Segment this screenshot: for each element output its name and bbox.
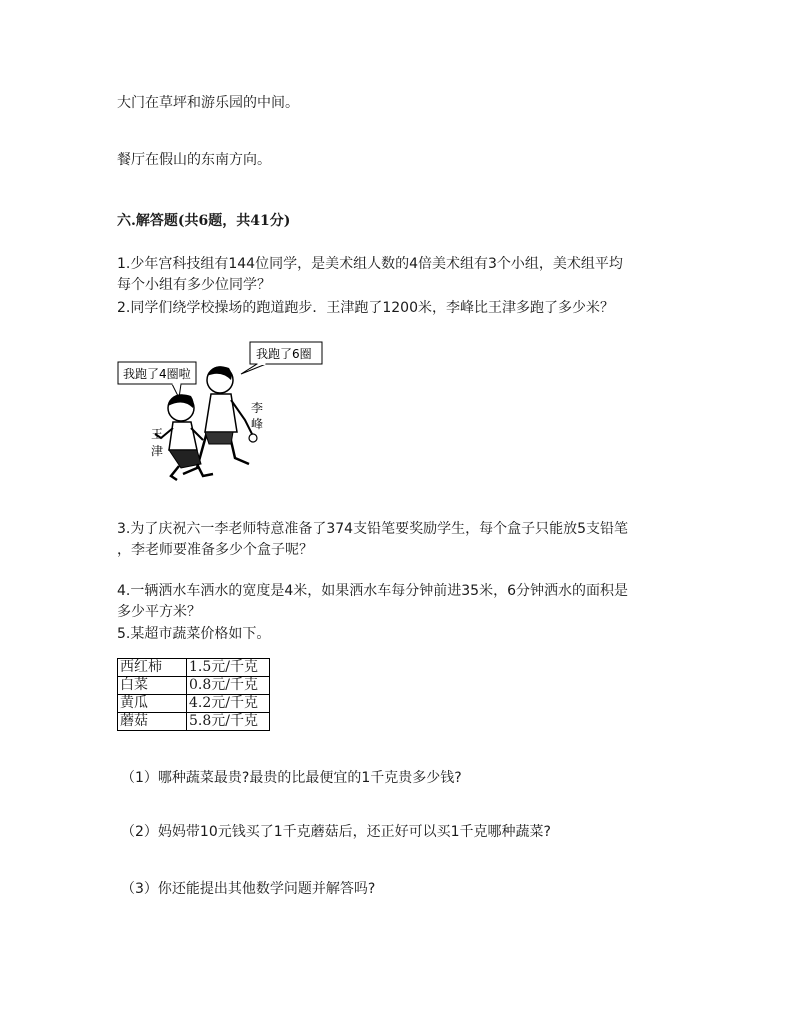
question-1-line-2: 每个小组有多少位同学？ bbox=[117, 277, 271, 293]
name-label-wang-top: 王 bbox=[151, 427, 164, 441]
table-row bbox=[118, 713, 270, 731]
table-row bbox=[118, 695, 270, 713]
table-row bbox=[118, 677, 270, 695]
restaurant-statement: 餐厅在假山的东南方向。 bbox=[117, 152, 271, 168]
vegetable-price-cell: 0.8元/千克 bbox=[187, 677, 270, 695]
speech-bubble-left-text: 我跑了4圈啦 bbox=[123, 367, 191, 381]
question-3-line-1: 3.为了庆祝六一李老师特意准备了374支铅笔要奖励学生，每个盒子只能放5支铅笔 bbox=[117, 521, 628, 537]
section-title: 六.解答题(共6题，共41分) bbox=[117, 213, 291, 229]
question-2: 2.同学们绕学校操场的跑道跑步．王津跑了1200米，李峰比王津多跑了多少米？ bbox=[117, 300, 614, 316]
vegetable-price-cell: 4.2元/千克 bbox=[187, 695, 270, 713]
question-5: 5.某超市蔬菜价格如下。 bbox=[117, 626, 271, 642]
question-1-line-1: 1.少年宫科技组有144位同学，是美术组人数的4倍美术组有3个小组，美术组平均 bbox=[117, 256, 623, 272]
vegetable-name-cell: 黄瓜 bbox=[118, 695, 187, 713]
vegetable-name-cell: 蘑菇 bbox=[118, 713, 187, 731]
table-row bbox=[118, 659, 270, 677]
running-kids-illustration bbox=[117, 340, 327, 490]
vegetable-name-cell: 西红柿 bbox=[118, 659, 187, 677]
question-3-line-2: ，李老师要准备多少个盒子呢？ bbox=[117, 542, 313, 558]
vegetable-price-cell: 5.8元/千克 bbox=[187, 713, 270, 731]
gate-statement: 大门在草坪和游乐园的中间。 bbox=[117, 95, 299, 111]
name-label-li-bottom: 峰 bbox=[251, 417, 264, 431]
speech-bubble-right-text: 我跑了6圈 bbox=[256, 347, 312, 361]
vegetable-name-cell: 白菜 bbox=[118, 677, 187, 695]
vegetable-price-table bbox=[117, 658, 270, 731]
question-5-sub-1: （1）哪种蔬菜最贵?最贵的比最便宜的1千克贵多少钱? bbox=[121, 770, 462, 786]
speech-bubble-right-tail bbox=[241, 364, 266, 374]
vegetable-price-cell: 1.5元/千克 bbox=[187, 659, 270, 677]
name-label-li-top: 李 bbox=[251, 401, 264, 415]
question-4-line-1: 4.一辆洒水车洒水的宽度是4米，如果洒水车每分钟前进35米，6分钟洒水的面积是 bbox=[117, 583, 628, 599]
question-4-line-2: 多少平方米？ bbox=[117, 604, 201, 620]
question-5-sub-3: （3）你还能提出其他数学问题并解答吗? bbox=[121, 881, 376, 897]
question-5-sub-2: （2）妈妈带10元钱买了1千克蘑菇后，还正好可以买1千克哪种蔬菜? bbox=[121, 824, 551, 840]
name-label-wang-bottom: 津 bbox=[151, 444, 164, 458]
